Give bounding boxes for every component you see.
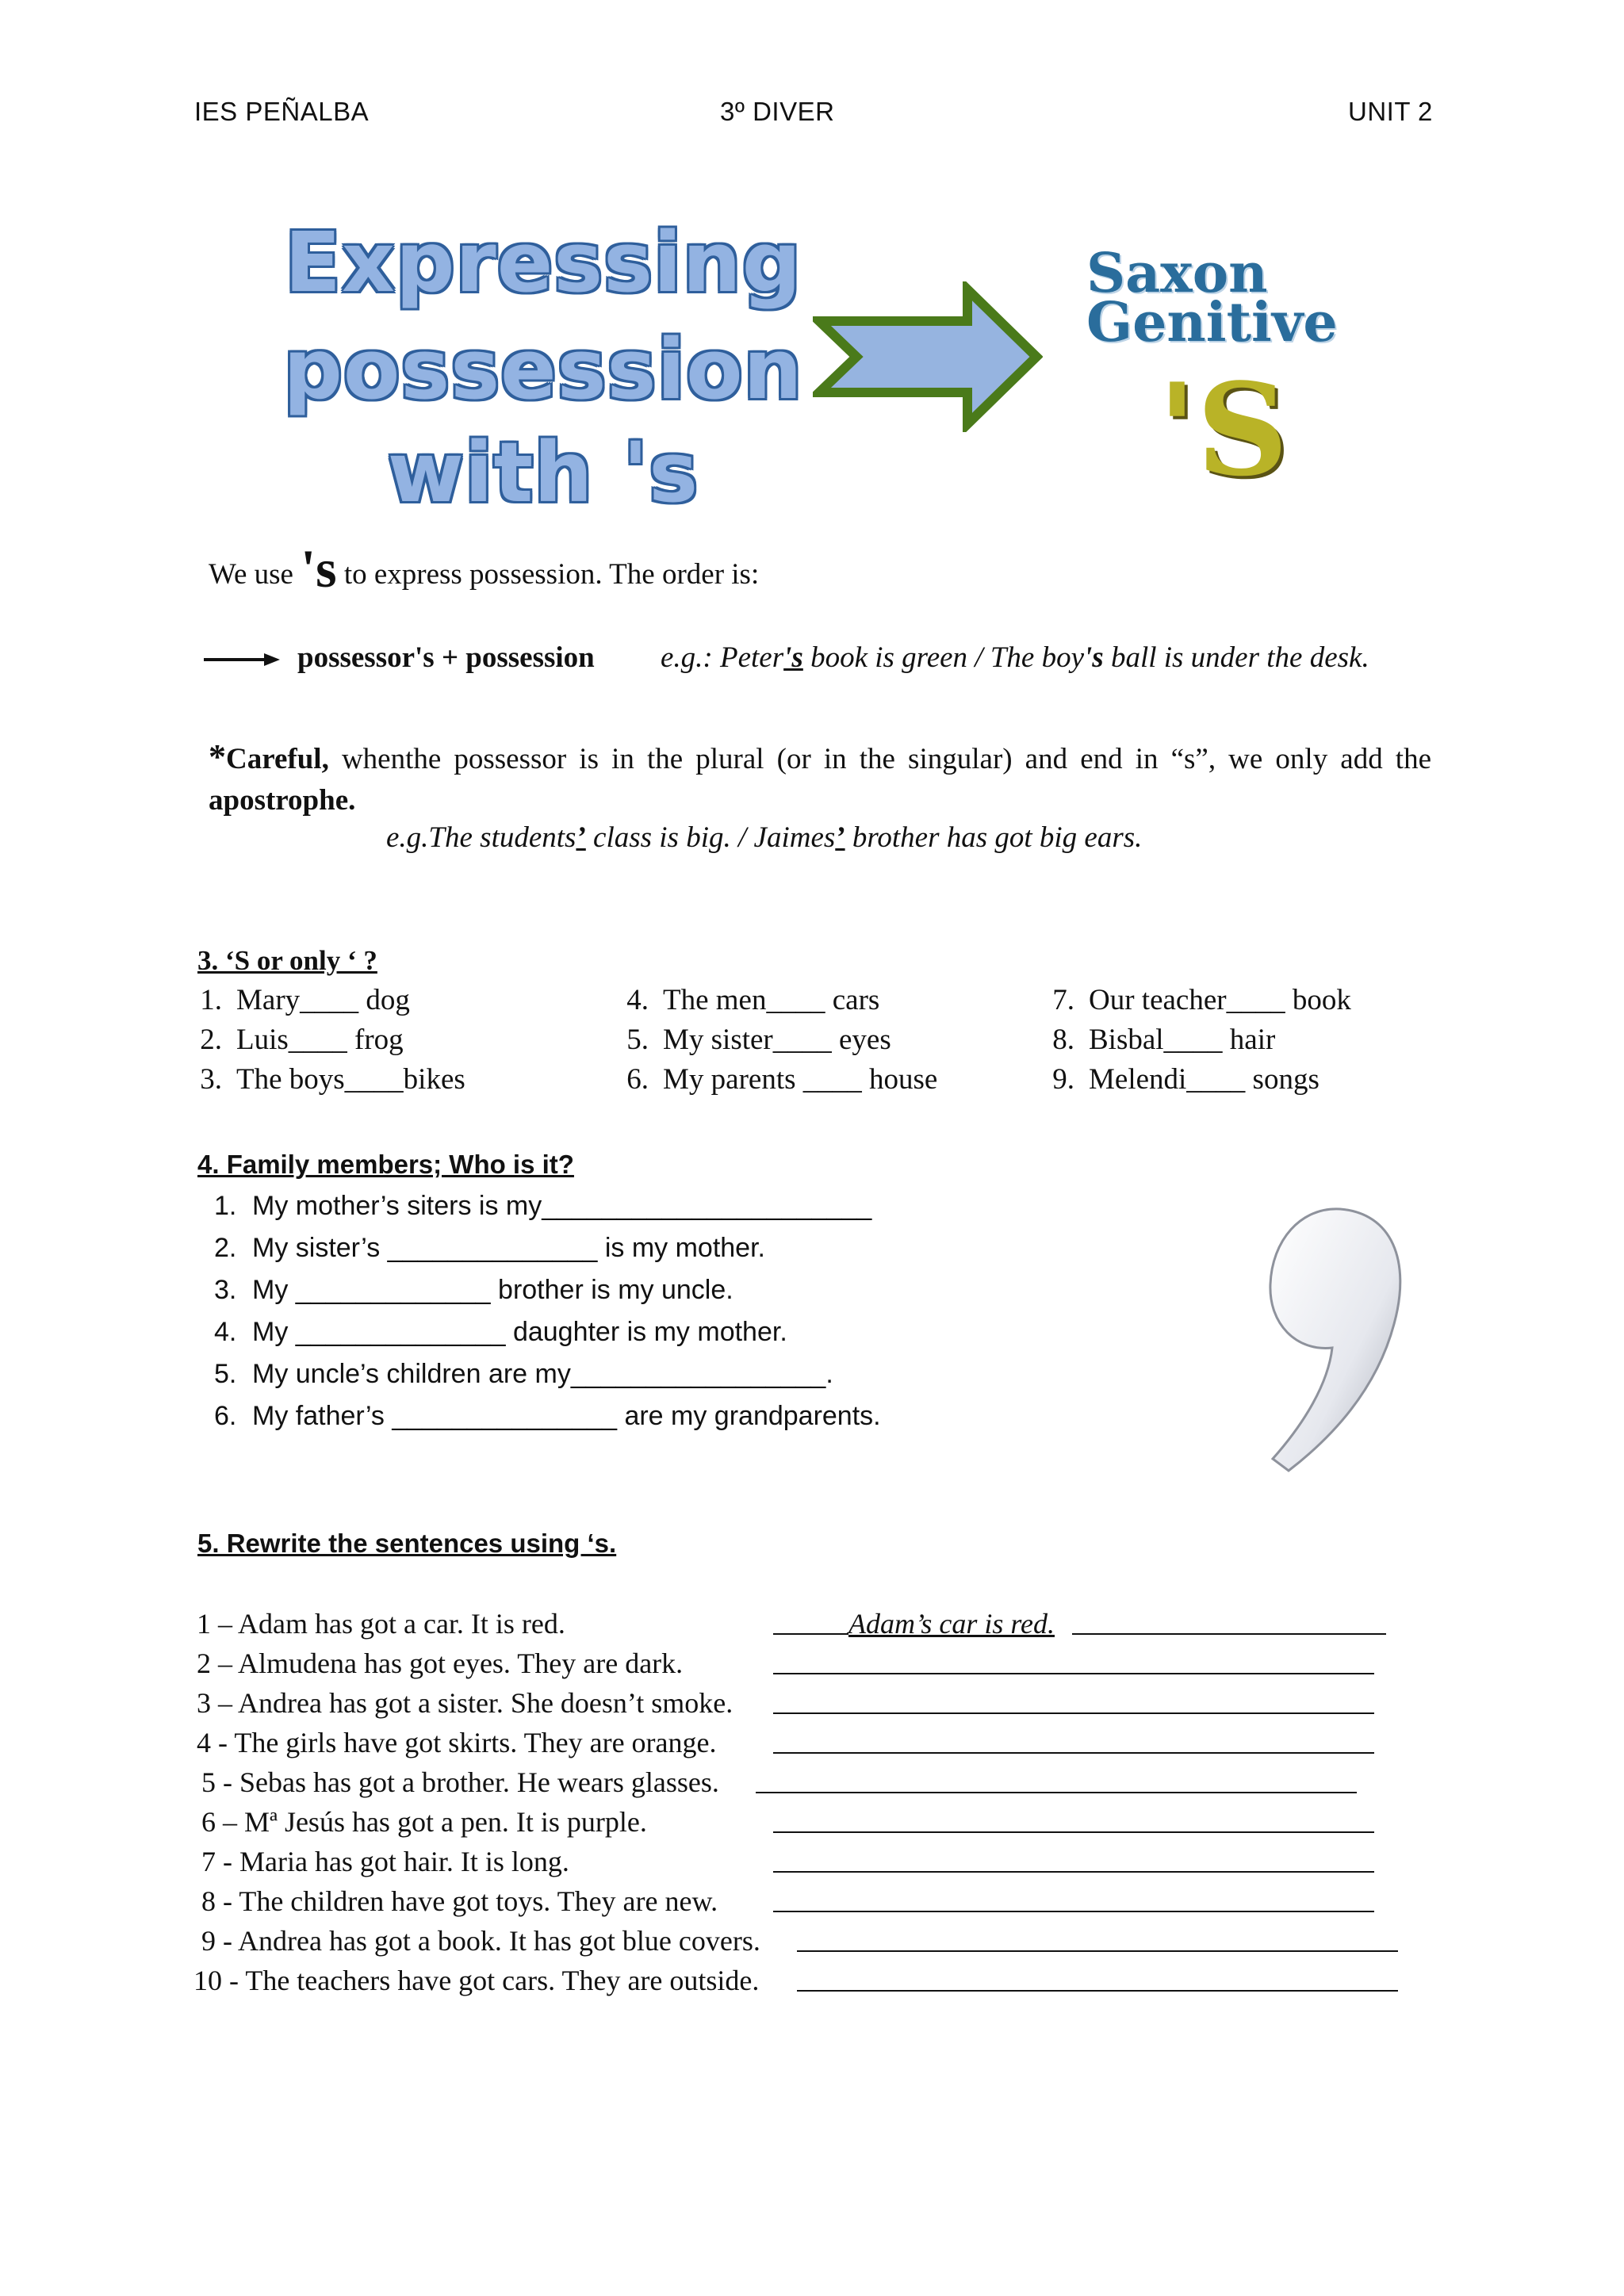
answer-line[interactable]: [756, 1768, 1357, 1793]
table-row: 8 - The children have got toys. They are new.: [201, 1885, 718, 1917]
title-line-1: Expressing: [284, 214, 802, 311]
answer-line[interactable]: [797, 1927, 1398, 1952]
header-unit: UNIT 2: [1348, 97, 1433, 126]
list-item: 1. My mother’s siters is my______________________: [214, 1191, 872, 1221]
answer-line[interactable]: [773, 1689, 1374, 1714]
answer-line: [773, 1609, 848, 1635]
answer-line[interactable]: [773, 1728, 1374, 1754]
long-right-arrow-icon: [202, 650, 282, 669]
title-line-3: with 's: [387, 424, 699, 521]
header-group: 3º DIVER: [720, 97, 835, 126]
rule-formula: possessor's + possession: [297, 641, 595, 674]
table-row: 1 – Adam has got a car. It is red.: [197, 1608, 565, 1640]
answer-line[interactable]: [773, 1847, 1374, 1873]
right-arrow-icon: [813, 281, 1043, 432]
list-item: 2. My sister’s ______________ is my mother.: [214, 1233, 765, 1263]
answer-line[interactable]: [797, 1966, 1398, 1992]
title-line-2: possession: [283, 321, 803, 418]
list-item: 3. My _____________ brother is my uncle.: [214, 1275, 733, 1305]
careful-example: e.g.The students’ class is big. / Jaimes’ brother has got big ears.: [386, 821, 1143, 854]
star-icon: *: [209, 737, 226, 776]
intro-sentence: We use 's to express possession. The order is:: [209, 538, 760, 599]
ex3-title: 3. ‘S or only ‘ ?: [197, 945, 377, 976]
careful-apostrophe: apostrophe.: [209, 784, 356, 817]
careful-paragraph: *Careful, whenthe possessor is in the plural (or in the singular) and end in “s”, we only add the: [209, 737, 1432, 776]
rule-example: e.g.: Peter's book is green / The boy's ball is under the desk.: [661, 641, 1369, 674]
list-item: 6. My father’s _______________ are my grandparents.: [214, 1401, 881, 1431]
header-school: IES PEÑALBA: [194, 97, 370, 126]
possessive-s-symbol: 's: [301, 538, 337, 599]
answer-line[interactable]: [773, 1887, 1374, 1912]
ex4-title: 4. Family members; Who is it?: [197, 1150, 574, 1179]
table-row: 3 – Andrea has got a sister. She doesn’t smoke.: [197, 1687, 733, 1719]
ex5-title: 5. Rewrite the sentences using ‘s.: [197, 1529, 617, 1558]
answer-line[interactable]: [773, 1808, 1374, 1833]
saxon-genitive-label: Saxon Genitive: [1086, 242, 1338, 354]
table-row: 7 - Maria has got hair. It is long.: [201, 1846, 569, 1877]
table-row: 10 - The teachers have got cars. They are outside.: [193, 1965, 760, 1996]
example-answer: Adam’s car is red.: [848, 1608, 1055, 1640]
list-item: 4. My ______________ daughter is my mother.: [214, 1317, 787, 1347]
saxon-s-symbol: 'S: [1158, 355, 1289, 504]
table-row: 4 - The girls have got skirts. They are orange.: [197, 1727, 717, 1758]
answer-line: [1072, 1609, 1386, 1635]
table-row: 6 – Mª Jesús has got a pen. It is purple.: [201, 1806, 647, 1838]
list-item: 5. My uncle’s children are my_________________.: [214, 1359, 833, 1389]
table-row: 5 - Sebas has got a brother. He wears glasses.: [201, 1766, 719, 1798]
apostrophe-graphic: [1221, 1197, 1419, 1483]
answer-line[interactable]: [773, 1649, 1374, 1674]
table-row: 2 – Almudena has got eyes. They are dark.: [197, 1647, 684, 1679]
table-row: 9 - Andrea has got a book. It has got blue covers.: [201, 1925, 760, 1957]
